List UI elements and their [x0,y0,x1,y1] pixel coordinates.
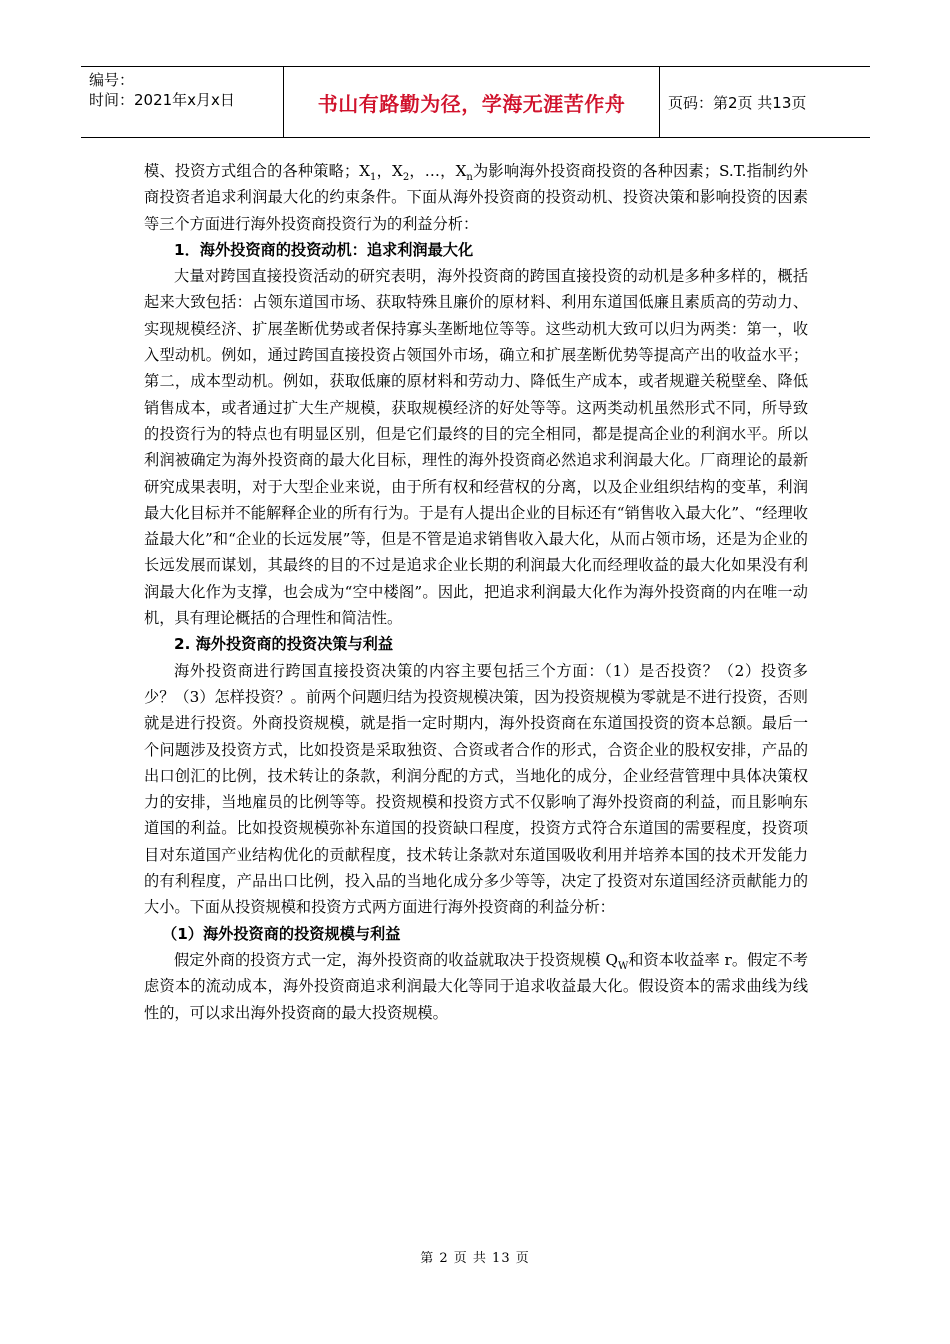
section-heading-2: 2. 海外投资商的投资决策与利益 [174,635,394,654]
header-motto: 书山有路勤为径，学海无涯苦作舟 [317,91,626,116]
subscript-2: 2 [402,172,410,184]
header-motto-cell [284,67,660,137]
page-footer: 第 2 页 共 13 页 [420,1251,530,1266]
document-body [144,158,808,1026]
section-paragraph-1: 大量对跨国直接投资活动的研究表明，海外投资商的跨国直接投资的动机是多种多样的，概括起来大致包括：占领东道国市场、获取特殊且廉价的原材料、利用东道国低廉且素质高的劳动力、实现规模经济、扩展垄断优势或者保持寡头垄断地位等等。这些动机大致可以归为两类：第一，收入型动机。例如，通过跨国直接投资占领国外市场，确立和扩展垄断优势等提高产出的收益水平；第二，成本型动机。例如，获取低廉的原材料和劳动力、降低生产成本，或者规避关税壁垒、降低销售成本，或者通过扩大生产规模，获取规模经济的好处等等。这两类动机虽然形式不同，所导致的投资行为的特点也有明显区别，但是它们最终的目的完全相同，都是提高企业的利润水平。所以利润被确定为海外投资商的最大化目标，理性的海外投资商必然追求利润最大化。厂商理论的最新研究成果表明，对于大型企业来说，由于所有权和经营权的分离，以及企业组织结构的变革，利润最大化目标并不能解释企业的所有行为。于是有人提出企业的目标还有“销售收入最大化”、“经理收益最大化”和“企业的长远发展”等，但是不管是追求销售收入最大化，从而占领市场，还是为企业的长远发展而谋划，其最终的目的不过是追求企业长期的利润最大化而经理收益的最大化如果没有利润最大化作为支撑，也会成为“空中楼阁”。因此，把追求利润最大化作为海外投资商的内在唯一动机，具有理论概括的合理性和简洁性。 [144,267,808,628]
para3-text-a: 假定外商的投资方式一定，海外投资商的收益就取决于投资规模 Q [174,950,618,969]
intro-sep-2: ，…，X [409,162,467,180]
section-heading-1: 1．海外投资商的投资动机：追求利润最大化 [174,240,474,259]
header-table [81,66,870,138]
intro-sep-1: ，X [376,162,403,180]
intro-text-b: 为影响海外投资商投资的各种因素；S.T.指制约外商投资者追求利润最大化的约束条件。下面从海外投资商的投资动机、投资决策和影响投资的因素等三个方面进行海外投资商投资行为的利益分析： [144,162,809,233]
document-number-label: 编号： [89,71,135,89]
document-date-label: 时间：2021年x月x日 [89,91,235,109]
header-page-info: 页码：第2页 共13页 [668,93,807,112]
header-page-cell [660,67,870,137]
subsection-heading-1: （1）海外投资商的投资规模与利益 [162,924,401,943]
para3-text-b: 和资本收益率 r。假定不考虑资本的流动成本，海外投资商追求利润最大化等同于追求收益最大化。假设资本的需求曲线为线性的，可以求出海外投资商的最大投资规模。 [144,950,808,1022]
intro-text-a: 模、投资方式组合的各种策略；X [144,162,371,180]
header-meta-cell [81,67,284,137]
intro-paragraph [144,158,808,237]
subsection-paragraph-1 [144,947,808,1026]
subscript-n: n [466,172,473,184]
section-paragraph-2: 海外投资商进行跨国直接投资决策的内容主要包括三个方面：（1）是否投资？（2）投资多少？（3）怎样投资？。前两个问题归结为投资规模决策，因为投资规模为零就是不进行投资，否则就是进行投资。外商投资规模，就是指一定时期内，海外投资商在东道国投资的资本总额。最后一个问题涉及投资方式，比如投资是采取独资、合资或者合作的形式，合资企业的股权安排，产品的出口创汇的比例，技术转让的条款，利润分配的方式，当地化的成分，企业经营管理中具体决策权力的安排，当地雇员的比例等等。投资规模和投资方式不仅影响了海外投资商的利益，而且影响东道国的利益。比如投资规模弥补东道国的投资缺口程度，投资方式符合东道国的需要程度，投资项目对东道国产业结构优化的贡献程度，技术转让条款对东道国吸收利用并培养本国的技术开发能力的有利程度，产品出口比例，投入品的当地化成分多少等等，决定了投资对东道国经济贡献能力的大小。下面从投资规模和投资方式两方面进行海外投资商的利益分析： [144,661,808,917]
subscript-1: 1 [370,172,377,184]
subscript-w: W [617,960,629,972]
